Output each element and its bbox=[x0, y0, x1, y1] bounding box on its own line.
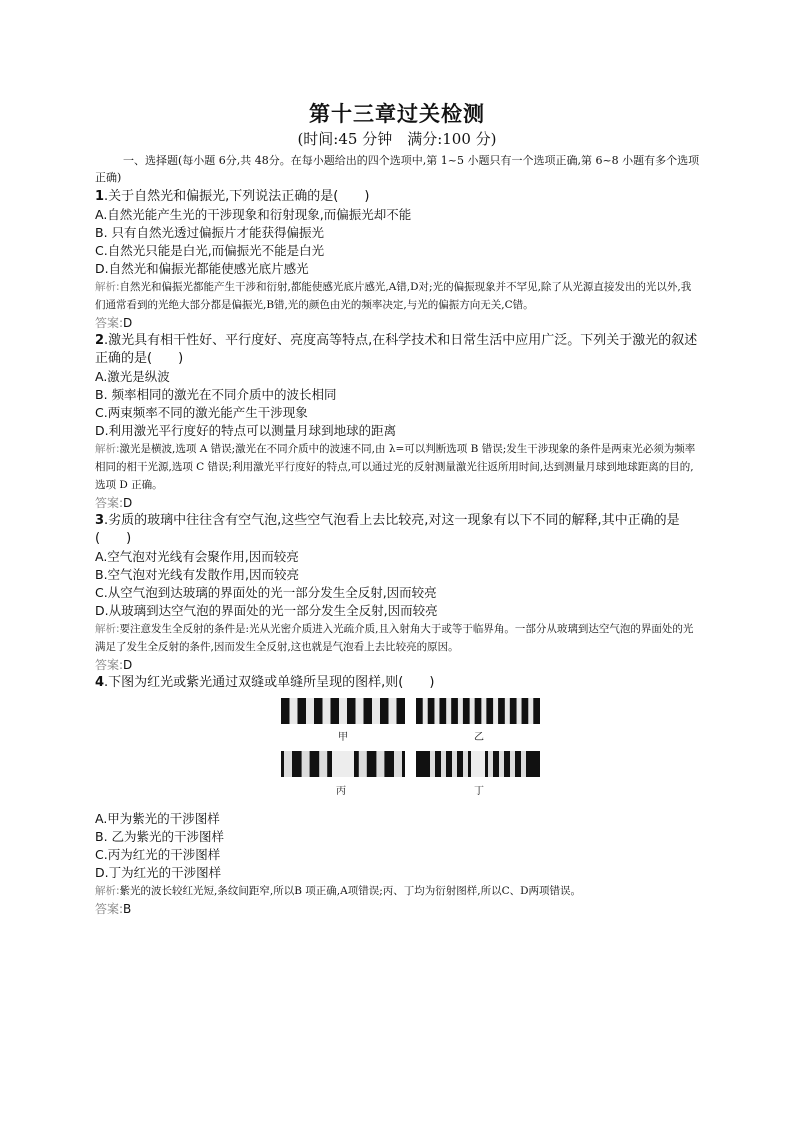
analysis bbox=[95, 278, 700, 314]
bright-fringe bbox=[306, 698, 314, 724]
question-stem bbox=[95, 188, 700, 206]
bright-fringe bbox=[528, 698, 533, 724]
bright-fringe bbox=[290, 698, 298, 724]
question-number: 2 bbox=[95, 333, 105, 348]
caption-yi: 乙 bbox=[474, 732, 484, 743]
option-a: A.空气泡对光线有会聚作用,因而较亮 bbox=[95, 549, 299, 564]
answer bbox=[95, 314, 700, 332]
bright-fringe bbox=[481, 698, 486, 724]
answer-label: 答案: bbox=[95, 496, 124, 510]
side-bright-fringe bbox=[359, 751, 367, 777]
analysis bbox=[95, 620, 700, 656]
question-number: 3 bbox=[95, 513, 105, 528]
option-c: C.从空气泡到达玻璃的界面处的光一部分发生全反射,因而较亮 bbox=[95, 585, 437, 600]
side-bright-fringe bbox=[394, 751, 402, 777]
bright-fringe bbox=[389, 698, 397, 724]
pattern-ding bbox=[416, 751, 540, 777]
side-bright-fringe bbox=[452, 751, 457, 777]
bright-fringe bbox=[339, 698, 347, 724]
pattern-yi bbox=[416, 698, 540, 724]
side-bright-fringe bbox=[499, 751, 504, 777]
option-c: C.两束频率不同的激光能产生干涉现象 bbox=[95, 405, 308, 420]
option-d: D.自然光和偏振光都能使感光底片感光 bbox=[95, 261, 309, 276]
central-bright-fringe bbox=[471, 751, 485, 777]
bright-fringe bbox=[356, 698, 364, 724]
side-bright-fringe bbox=[521, 751, 526, 777]
caption-jia: 甲 bbox=[338, 732, 348, 743]
bright-fringe bbox=[505, 698, 510, 724]
question-4 bbox=[95, 674, 700, 918]
side-bright-fringe bbox=[302, 751, 310, 777]
side-bright-fringe bbox=[510, 751, 515, 777]
answer-label: 答案: bbox=[95, 316, 124, 330]
question-stem bbox=[95, 674, 700, 692]
central-bright-fringe bbox=[332, 751, 354, 777]
page-subtitle: (时间:45 分钟 满分:100 分) bbox=[297, 130, 497, 148]
caption-bing: 丙 bbox=[336, 786, 346, 797]
bright-fringe bbox=[423, 698, 428, 724]
analysis-text: 要注意发生全反射的条件是:光从光密介质进入光疏介质,且入射角大于或等于临界角。一部分从玻璃到达空气泡的界面处的光满足了发生全反射的条件,因而发生全反射,这也就是气泡看上去比较亮的原因。 bbox=[95, 623, 694, 653]
bright-fringe bbox=[323, 698, 331, 724]
analysis bbox=[95, 440, 700, 494]
side-bright-fringe bbox=[430, 751, 435, 777]
analysis-text: 紫光的波长较红光短,条纹间距窄,所以B 项正确,A项错误;丙、丁均为衍射图样,所以C、D两项错误。 bbox=[119, 885, 582, 897]
answer-value: D bbox=[123, 658, 133, 672]
analysis bbox=[95, 882, 700, 900]
option-b: B.空气泡对光线有发散作用,因而较亮 bbox=[95, 567, 300, 582]
answer-label: 答案: bbox=[95, 902, 124, 916]
pattern-jia bbox=[281, 698, 405, 724]
question-text: .激光具有相干性好、平行度好、亮度高等特点,在科学技术和日常生活中应用广泛。下列关于激光的叙述正确的是( ) bbox=[95, 333, 698, 366]
option-d: D.利用激光平行度好的特点可以测量月球到地球的距离 bbox=[95, 423, 397, 438]
pattern-bing bbox=[281, 751, 405, 777]
answer bbox=[95, 656, 700, 674]
side-bright-fringe bbox=[376, 751, 384, 777]
question-stem bbox=[95, 512, 700, 548]
question-stem bbox=[95, 332, 700, 368]
analysis-label: 解析: bbox=[95, 443, 120, 455]
side-bright-fringe bbox=[441, 751, 446, 777]
bright-fringe bbox=[372, 698, 380, 724]
section-intro: 一、选择题(每小题 6分,共 48分。在每小题给出的四个选项中,第 1~5 小题只有一个选项正确,第 6~8 小题有多个选项正确) bbox=[95, 154, 700, 184]
side-bright-fringe bbox=[319, 751, 327, 777]
questions-container bbox=[95, 188, 700, 918]
option-d: D.从玻璃到达空气泡的界面处的光一部分发生全反射,因而较亮 bbox=[95, 603, 438, 618]
analysis-text: 自然光和偏振光都能产生干涉和衍射,都能使感光底片感光,A错,D对;光的偏振现象并不罕见,除了从光源直接发出的光以外,我们通常看到的光绝大部分都是偏振光,B错,光的颜色由光的频率决定,与光的偏振方向无关,C错。 bbox=[95, 281, 692, 311]
analysis-text: 激光是横波,选项 A 错误;激光在不同介质中的波速不同,由 λ=可以判断选项 B 错误;发生干涉现象的条件是两束光必须为频率相同的相干光源,选项 C 错误;利用激光平行度好的特点,可以通过光的反射测量激光往返所用时间,达到测量月球到地球距离的目的,选项 D 正确。 bbox=[95, 443, 696, 491]
question-3 bbox=[95, 512, 700, 674]
answer-value: D bbox=[123, 496, 133, 510]
question-text: .下图为红光或紫光通过双缝或单缝所呈现的图样,则( ) bbox=[104, 675, 435, 690]
bright-fringe bbox=[470, 698, 475, 724]
analysis-label: 解析: bbox=[95, 885, 120, 897]
option-a: A.甲为紫光的干涉图样 bbox=[95, 811, 220, 826]
side-bright-fringe bbox=[284, 751, 292, 777]
analysis-label: 解析: bbox=[95, 623, 120, 635]
question-1 bbox=[95, 188, 700, 332]
answer bbox=[95, 900, 700, 918]
side-bright-fringe bbox=[463, 751, 468, 777]
option-c: C.丙为红光的干涉图样 bbox=[95, 847, 221, 862]
answer-label: 答案: bbox=[95, 658, 124, 672]
option-b: B. 乙为紫光的干涉图样 bbox=[95, 829, 225, 844]
fringe-patterns-figure bbox=[95, 696, 700, 808]
option-d: D.丁为红光的干涉图样 bbox=[95, 865, 222, 880]
bright-fringe bbox=[493, 698, 498, 724]
bright-fringe bbox=[446, 698, 451, 724]
option-a: A.自然光能产生光的干涉现象和衍射现象,而偏振光却不能 bbox=[95, 207, 412, 222]
caption-ding: 丁 bbox=[474, 786, 484, 797]
bright-fringe bbox=[458, 698, 463, 724]
bright-fringe bbox=[517, 698, 522, 724]
question-number: 4 bbox=[95, 675, 105, 690]
question-number: 1 bbox=[95, 189, 105, 204]
analysis-label: 解析: bbox=[95, 281, 120, 293]
side-bright-fringe bbox=[488, 751, 493, 777]
answer-value: B bbox=[123, 902, 132, 916]
option-b: B. 只有自然光透过偏振片才能获得偏振光 bbox=[95, 225, 325, 240]
question-2 bbox=[95, 332, 700, 512]
option-a: A.激光是纵波 bbox=[95, 369, 170, 384]
option-c: C.自然光只能是白光,而偏振光不能是白光 bbox=[95, 243, 325, 258]
answer bbox=[95, 494, 700, 512]
answer-value: D bbox=[123, 316, 133, 330]
bright-fringe bbox=[434, 698, 439, 724]
question-text: .劣质的玻璃中往往含有空气泡,这些空气泡看上去比较亮,对这一现象有以下不同的解释,其中正确的是( ) bbox=[95, 513, 680, 546]
question-text: .关于自然光和偏振光,下列说法正确的是( ) bbox=[104, 189, 370, 204]
option-b: B. 频率相同的激光在不同介质中的波长相同 bbox=[95, 387, 337, 402]
page-title: 第十三章过关检测 bbox=[309, 101, 485, 126]
